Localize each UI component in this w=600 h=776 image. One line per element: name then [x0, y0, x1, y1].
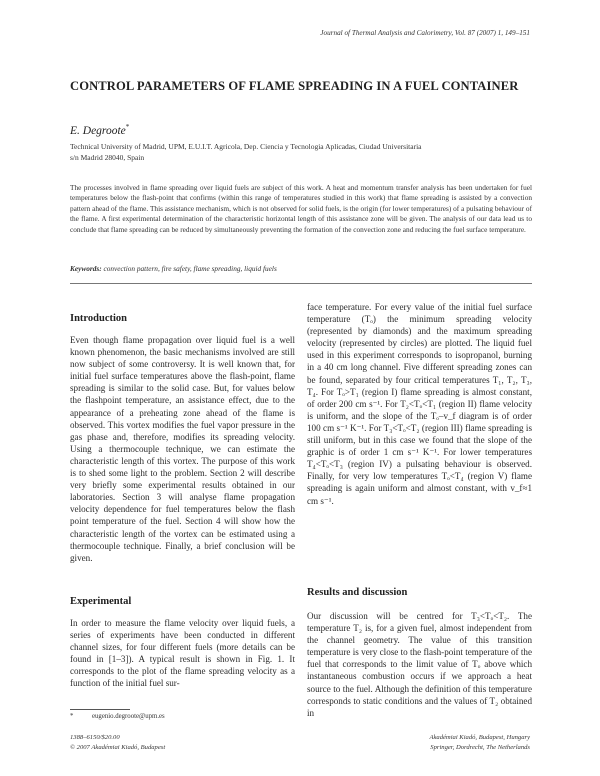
keywords — [70, 264, 532, 273]
footnote-mark: * — [70, 713, 74, 720]
publisher-1: Akadémiai Kiadó, Budapest, Hungary — [429, 734, 530, 741]
footer-left — [70, 733, 165, 752]
journal-reference: Journal of Thermal Analysis and Calorimetry, Vol. 87 (2007) 1, 149–151 — [320, 29, 530, 37]
author-email: eugenio.degroote@upm.es — [92, 713, 165, 720]
section-heading-introduction: Introduction — [70, 313, 127, 324]
right-column-body — [307, 301, 532, 507]
affiliation-line-2: s/n Madrid 28040, Spain — [70, 152, 145, 162]
results-body — [307, 610, 532, 719]
keywords-label: Keywords: — [70, 264, 102, 273]
introduction-body — [70, 334, 295, 564]
footnote-divider — [70, 709, 130, 710]
experimental-body — [70, 617, 295, 690]
section-heading-experimental: Experimental — [70, 596, 132, 607]
affiliation-line-1: Technical University of Madrid, UPM, E.U.I.T. Agricola, Dep. Ciencia y Tecnologia Aplicadas, Ciudad Universitaria — [70, 142, 422, 151]
section-heading-results: Results and discussion — [307, 587, 408, 598]
results-paragraph: Our discussion will be centred for T₃<Tₒ<T₂. The temperature T₂ is, for a given fuel, almost independent from the channel geometry. The value of this transition temperature is very close to the flash-point temperature of the fuel that corresponds to the limit value of Tₒ above which instantaneous combustion occurs if we approach a heat source to the fuel. Although the definition of this temperature corresponds to static conditions and the values of T₂ obtained in — [307, 611, 532, 718]
author-name: E. Degroote — [70, 125, 126, 137]
author-footnote-mark: * — [125, 123, 130, 131]
article-title: CONTROL PARAMETERS OF FLAME SPREADING IN A FUEL CONTAINER — [70, 79, 519, 93]
divider — [70, 283, 532, 284]
footnote — [70, 713, 165, 720]
right-column-paragraph: face temperature. For every value of the initial fuel surface temperature (Tₒ) the minimum spreading velocity (represented by diamonds) and the maximum spreading velocity (represented by circles) are plotted. The liquid fuel used in this experiment corresponds to isopropanol, burning in a 40 cm long channel. Five different spreading zones can be found, separated by four critical temperatures T₁, T₂, T₃, T₄. For Tₒ>T₁ (region I) flame spreading is almost constant, of order 200 cm s⁻¹. For T₂<Tₒ<T₁ (region II) flame velocity is uniform, and the slope of the Tₒ–v_f diagram is of order 100 cm s⁻¹ K⁻¹. For T₃<Tₒ<T₂ (region III) flame spreading is still uniform, but in this case we found that the slope of the graphic is of order 1 cm s⁻¹ K⁻¹. For lower temperatures T₄<Tₒ<T₃ (region IV) a pulsating behaviour is observed. Finally, for very low temperatures Tₒ<T₄ (region V) flame spreading is again uniform and almost constant, with v_f≈1 cm s⁻¹. — [307, 302, 532, 506]
keywords-list: convection pattern, fire safety, flame spreading, liquid fuels — [103, 264, 277, 273]
experimental-paragraph: In order to measure the flame velocity over liquid fuels, a series of experiments have been conducted in different channel sizes, for four different fuels (more details can be found in [1–3]). A typical result is shown in Fig. 1. It corresponds to the plot of the flame spreading velocity as a function of the initial fuel sur- — [70, 618, 295, 689]
copyright: © 2007 Akadémiai Kiadó, Budapest — [70, 743, 166, 751]
footer-right — [429, 733, 530, 752]
introduction-paragraph: Even though flame propagation over liquid fuel is a well known phenomenon, the basic mechanisms involved are still now subject of some controversy. It is well known that, for initial fuel surface temperatures above the flash-point, flame spreading is similar to the solid case. But, for values below the flashpoint temperature, an assistance effect, due to the appearance of a preheating zone ahead of the flame is observed. This vortex modifies the fuel vapor pressure in the gas phase and, therefore, modifies its spreading velocity. Using a thermocouple technique, we can estimate the characteristic length of this vortex. The purpose of this work is to shed some light to the problem. Section 2 will describe very briefly some experimental results obtained in our laboratories. Section 3 will analyse flame propagation velocity dependence for fuel temperatures below the flash point temperature of the fuel. Section 4 will show how the characteristic length of the vortex can be estimated using a thermocouple technique. Finally, a brief conclusion will be given. — [70, 335, 295, 563]
affiliation — [70, 142, 540, 163]
abstract: The processes involved in flame spreading over liquid fuels are subject of this work. A heat and momentum transfer analysis has been undertaken for fuel temperatures below the flash-point that confirms (within this range of temperatures studied in this work) that flame spreading is assisted by a convection pattern ahead of the flame. This assistance mechanism, which is not observed for solid fuels, is the origin (for lower temperatures) of a pulsating behaviour of the flame. A first experimental determination of the characteristic horizontal length of this assistance zone will be given. The analysis of our data lead us to conclude that flame spreading can be reduced by simultaneously preventing the formation of the convection zone and reducing the fuel surface temperature. — [70, 183, 532, 234]
author-line — [70, 125, 129, 137]
issn-price: 1388–6150/$20.00 — [70, 734, 120, 741]
publisher-2: Springer, Dordrecht, The Netherlands — [430, 743, 530, 751]
